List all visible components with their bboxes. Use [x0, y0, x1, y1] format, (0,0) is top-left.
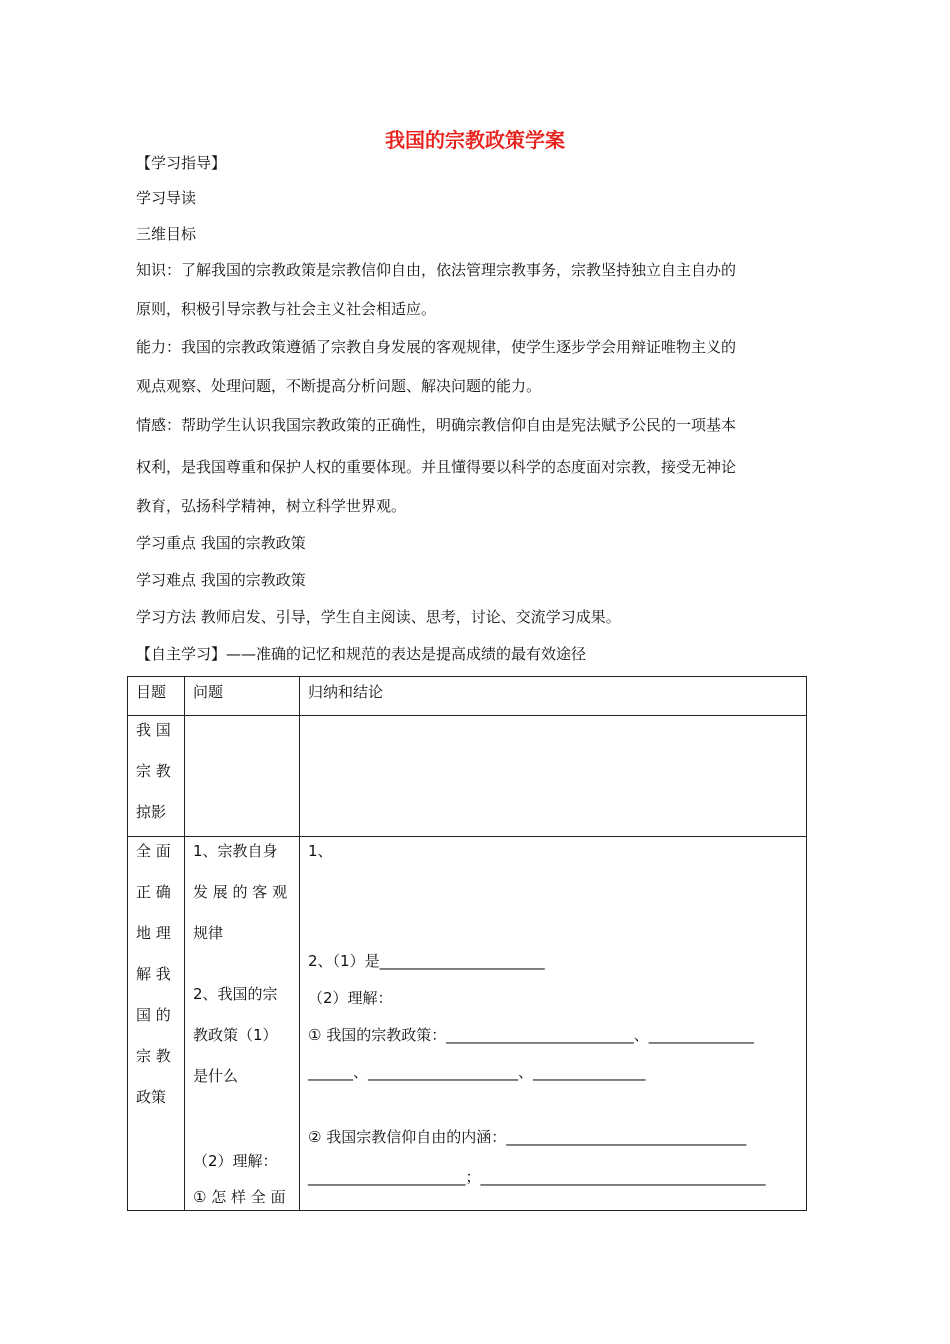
- topic-cell: [128, 716, 185, 837]
- ability-text-line: 观点观察、处理问题，不断提高分析问题、解决问题的能力。: [136, 377, 542, 395]
- question-text: 2、我国的宗: [193, 985, 278, 1003]
- topic-text: 宗 教: [136, 762, 171, 780]
- key-point-text: 学习重点 我国的宗教政策: [136, 534, 306, 552]
- knowledge-text-line: 知识：了解我国的宗教政策是宗教信仰自由，依法管理宗教事务，宗教坚持独立自主自办的: [136, 261, 737, 279]
- three-goals-label: 三维目标: [136, 225, 197, 243]
- header-topic: 目题: [136, 683, 167, 701]
- method-text: 学习方法 教师启发、引导，学生自主阅读、思考，讨论、交流学习成果。: [136, 608, 621, 626]
- knowledge-text-line: 原则，积极引导宗教与社会主义社会相适应。: [136, 300, 437, 318]
- guide-read-label: 学习导读: [136, 189, 197, 207]
- topic-text: 地 理: [136, 924, 171, 942]
- topic-text: 掠影: [136, 803, 167, 821]
- topic-text: 全 面: [136, 842, 171, 860]
- section-heading-guide: 【学习指导】: [136, 154, 227, 172]
- difficulty-text: 学习难点 我国的宗教政策: [136, 571, 306, 589]
- study-table: [127, 676, 807, 1211]
- answer-blank-line[interactable]: ② 我国宗教信仰自由的内涵：________________________________: [308, 1128, 747, 1146]
- table-header-cell: [185, 677, 300, 716]
- answer-cell[interactable]: [300, 837, 807, 1211]
- table-header-cell: [128, 677, 185, 716]
- question-text: ① 怎 样 全 面: [193, 1188, 286, 1206]
- answer-blank-line[interactable]: ① 我国的宗教政策：_________________________、______________: [308, 1026, 754, 1044]
- page-title: 我国的宗教政策学案: [385, 128, 565, 152]
- emotion-text-line: 情感：帮助学生认识我国宗教政策的正确性，明确宗教信仰自由是宪法赋予公民的一项基本: [136, 416, 737, 434]
- header-conclusion: 归纳和结论: [308, 683, 384, 701]
- question-text: 1、宗教自身: [193, 842, 278, 860]
- table-row: [128, 837, 807, 1211]
- topic-text: 正 确: [136, 883, 171, 901]
- topic-text: 国 的: [136, 1006, 171, 1024]
- answer-text: 1、: [308, 842, 333, 860]
- topic-cell: [128, 837, 185, 1211]
- emotion-text-line: 教育，弘扬科学精神，树立科学世界观。: [136, 497, 407, 515]
- section-heading-self-study: 【自主学习】——准确的记忆和规范的表达是提高成绩的最有效途径: [136, 645, 587, 663]
- answer-cell[interactable]: [300, 716, 807, 837]
- question-text: （2）理解：: [193, 1152, 278, 1170]
- table-row: [128, 716, 807, 837]
- answer-blank-line[interactable]: ______、____________________、_______________: [308, 1063, 646, 1081]
- header-question: 问题: [193, 683, 224, 701]
- question-text: 规律: [193, 924, 224, 942]
- question-text: 发 展 的 客 观: [193, 883, 288, 901]
- question-cell: [185, 837, 300, 1211]
- question-text: 教政策（1）: [193, 1026, 278, 1044]
- table-header-row: [128, 677, 807, 716]
- topic-text: 政策: [136, 1088, 167, 1106]
- question-cell[interactable]: [185, 716, 300, 837]
- answer-blank-line[interactable]: 2、（1）是______________________: [308, 952, 545, 970]
- ability-text-line: 能力：我国的宗教政策遵循了宗教自身发展的客观规律，使学生逐步学会用辩证唯物主义的: [136, 338, 737, 356]
- topic-text: 解 我: [136, 965, 171, 983]
- answer-text: （2）理解：: [308, 989, 393, 1007]
- question-text: 是什么: [193, 1067, 239, 1085]
- topic-text: 我 国: [136, 721, 171, 739]
- topic-text: 宗 教: [136, 1047, 171, 1065]
- table-header-cell: [300, 677, 807, 716]
- answer-blank-line[interactable]: _____________________；______________________________________: [308, 1168, 766, 1186]
- emotion-text-line: 权利，是我国尊重和保护人权的重要体现。并且懂得要以科学的态度面对宗教，接受无神论: [136, 458, 737, 476]
